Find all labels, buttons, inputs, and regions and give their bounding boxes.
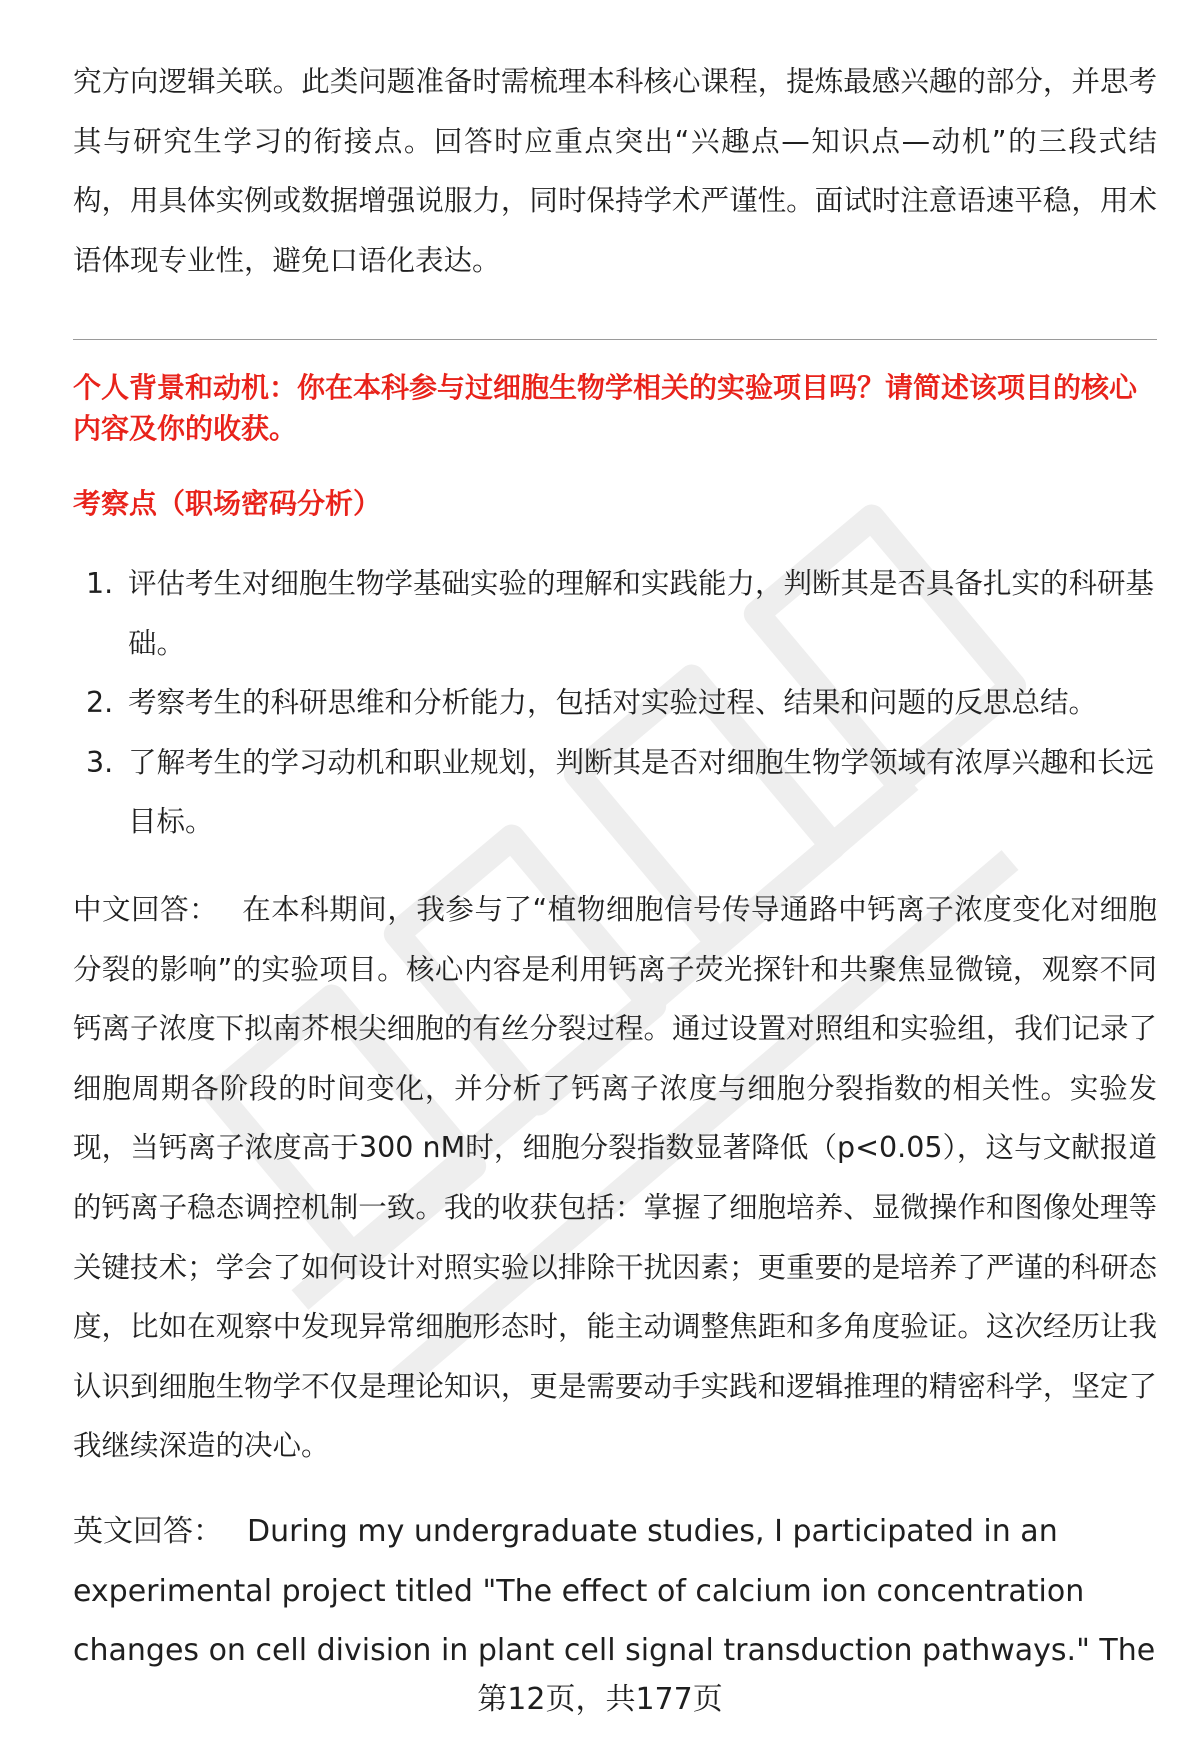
chinese-answer-label: 中文回答： xyxy=(73,893,219,926)
english-answer-label: 英文回答： xyxy=(73,1514,223,1549)
section-divider xyxy=(73,339,1157,340)
list-item xyxy=(73,733,1157,852)
question-heading: 个人背景和动机：你在本科参与过细胞生物学相关的实验项目吗？请简述该项目的核心内容及你的收获。 xyxy=(73,371,1138,445)
chinese-answer-text: 在本科期间，我参与了“植物细胞信号传导通路中钙离子浓度变化对细胞分裂的影响”的实验项目。核心内容是利用钙离子荧光探针和共聚焦显微镜，观察不同钙离子浓度下拟南芥根尖细胞的有丝分裂过程。通过设置对照组和实验组，我们记录了细胞周期各阶段的时间变化，并分析了钙离子浓度与细胞分裂指数的相关性。实验发现，当钙离子浓度高于300 nM时，细胞分裂指数显著降低（p<0.05），这与文献报道的钙离子稳态调控机制一致。我的收获包括：掌握了细胞培养、显微操作和图像处理等关键技术；学会了如何设计对照实验以排除干扰因素；更重要的是培养了严谨的科研态度，比如在观察中发现异常细胞形态时，能主动调整焦距和多角度验证。这次经历让我认识到细胞生物学不仅是理论知识，更是需要动手实践和逻辑推理的精密科学，坚定了我继续深造的决心。 xyxy=(73,893,1157,1463)
list-item-text: 考察考生的科研思维和分析能力，包括对实验过程、结果和问题的反思总结。 xyxy=(128,686,1098,720)
list-item-number: 1. xyxy=(86,567,114,600)
list-item-number: 3. xyxy=(86,745,114,779)
list-item xyxy=(73,554,1157,673)
list-item-text: 评估考生对细胞生物学基础实验的理解和实践能力，判断其是否具备扎实的科研基础。 xyxy=(128,567,1155,660)
assessment-points-list xyxy=(73,554,1157,852)
list-item-number: 2. xyxy=(86,686,114,720)
points-title: 考察点（职场密码分析） xyxy=(73,487,382,520)
page-footer: 第12页，共177页 xyxy=(477,1682,723,1717)
list-item-text: 了解考生的学习动机和职业规划，判断其是否对细胞生物学领域有浓厚兴趣和长远目标。 xyxy=(128,745,1155,839)
chinese-answer xyxy=(73,880,1157,1476)
list-item xyxy=(73,673,1157,733)
english-answer xyxy=(73,1502,1157,1681)
english-answer-text: During my undergraduate studies, I participated in an experimental project titled "The effect of calcium ion concentration changes on cell division in plant cell signal transduction pathways." The xyxy=(73,1514,1156,1669)
intro-paragraph: 究方向逻辑关联。此类问题准备时需梳理本科核心课程，提炼最感兴趣的部分，并思考其与研究生学习的衔接点。回答时应重点突出“兴趣点—知识点—动机”的三段式结构，用具体实例或数据增强说服力，同时保持学术严谨性。面试时注意语速平稳，用术语体现专业性，避免口语化表达。 xyxy=(73,65,1157,277)
